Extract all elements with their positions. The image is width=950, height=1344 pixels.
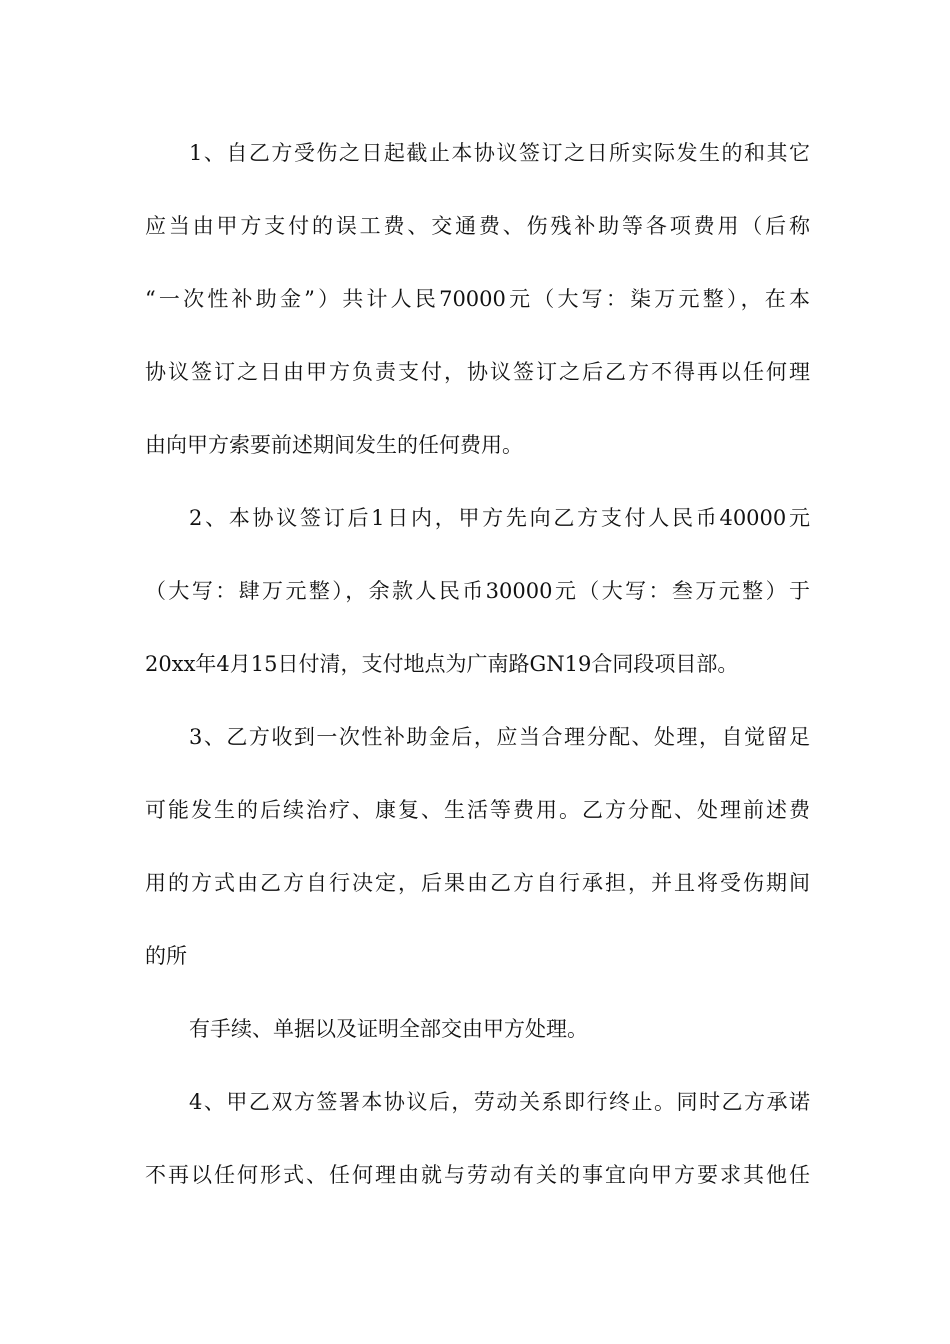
paragraph-1-line-1: 1、自乙方受伤之日起截止本协议签订之日所实际发生的和其它 bbox=[189, 141, 810, 165]
paragraph-1-line-2: 应当由甲方支付的误工费、交通费、伤残补助等各项费用（后称 bbox=[145, 214, 810, 238]
paragraph-3-line-4: 的所 bbox=[145, 944, 187, 968]
paragraph-4-line-2: 不再以任何形式、任何理由就与劳动有关的事宜向甲方要求其他任 bbox=[145, 1163, 810, 1187]
paragraph-2-line-2: （大写：肆万元整），余款人民币30000元（大写：叁万元整）于 bbox=[145, 579, 810, 603]
paragraph-1-line-4: 协议签订之日由甲方负责支付，协议签订之后乙方不得再以任何理 bbox=[145, 360, 810, 384]
paragraph-2-line-3: 20xx年4月15日付清，支付地点为广南路GN19合同段项目部。 bbox=[145, 652, 739, 676]
paragraph-1-line-3: “一次性补助金”）共计人民70000元（大写：柒万元整），在本 bbox=[145, 287, 810, 311]
paragraph-1-line-5: 由向甲方索要前述期间发生的任何费用。 bbox=[145, 433, 523, 457]
document-body bbox=[145, 123, 810, 1218]
paragraph-3-line-2: 可能发生的后续治疗、康复、生活等费用。乙方分配、处理前述费 bbox=[145, 798, 810, 822]
paragraph-3-line-1: 3、乙方收到一次性补助金后，应当合理分配、处理，自觉留足 bbox=[189, 725, 810, 749]
paragraph-2-line-1: 2、本协议签订后1日内，甲方先向乙方支付人民币40000元 bbox=[189, 506, 810, 530]
paragraph-3-continuation: 有手续、单据以及证明全部交由甲方处理。 bbox=[189, 1017, 588, 1041]
paragraph-3-line-3: 用的方式由乙方自行决定，后果由乙方自行承担，并且将受伤期间 bbox=[145, 871, 810, 895]
paragraph-4-line-1: 4、甲乙双方签署本协议后，劳动关系即行终止。同时乙方承诺 bbox=[189, 1090, 810, 1114]
